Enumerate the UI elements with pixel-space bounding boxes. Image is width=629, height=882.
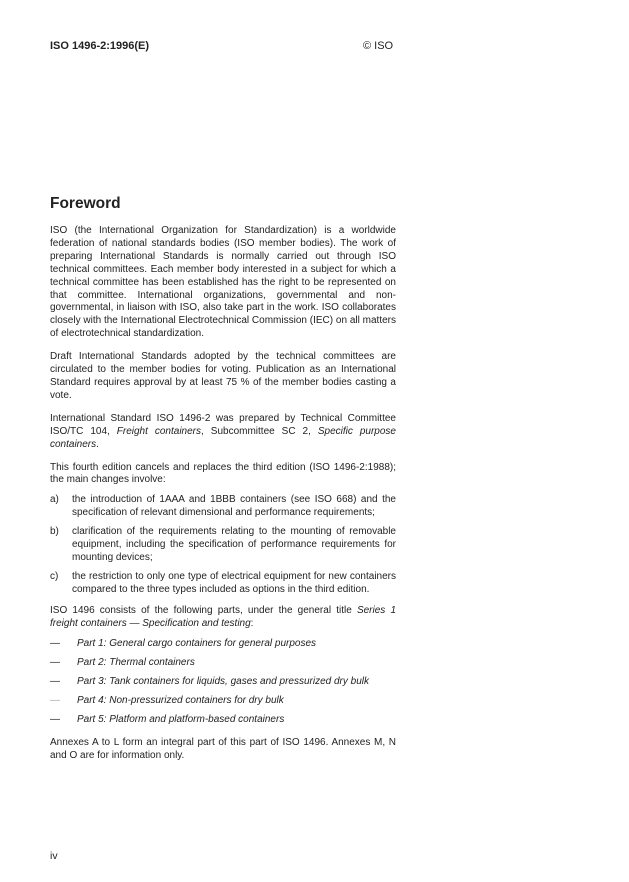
paragraph-parts-intro [50, 605, 396, 631]
prep-committee-title: Freight containers [116, 425, 202, 437]
list-item [50, 657, 396, 670]
list-item-text: clarification of the requirements relating to the mounting of removable equipment, including the specification of performance requirements for mounting devices; [72, 526, 396, 563]
page-number: iv [50, 850, 58, 862]
list-item [50, 638, 396, 651]
list-item [50, 695, 396, 708]
dash-bullet: — [50, 638, 60, 650]
dash-bullet: — [50, 695, 60, 707]
list-item [50, 676, 396, 689]
part-title: Part 1: General cargo containers for general purposes [77, 638, 317, 650]
list-item-text: the restriction to only one type of electrical equipment for new containers compared to the three types included as options in the third edition. [72, 570, 396, 595]
parts-list [50, 638, 396, 727]
foreword-body [50, 225, 396, 773]
dash-bullet: — [50, 714, 60, 726]
dash-bullet: — [50, 676, 60, 688]
list-item [50, 494, 396, 520]
prep-subcommittee-title: Specific purpose containers [50, 425, 396, 450]
list-item-label: b) [50, 526, 59, 538]
paragraph-draft-standards: Draft International Standards adopted by the technical committees are circulated to the member bodies for voting. Publication as an International Standard requires approval by at least 75 % of the member bodies casting a vote. [50, 351, 396, 401]
parts-intro-text: ISO 1496 consists of the following parts, under the general title [50, 604, 357, 616]
dash-bullet: — [50, 657, 60, 669]
part-title: Part 4: Non-pressurized containers for dry bulk [77, 695, 284, 707]
series-title: Series 1 freight containers — Specification and testing [50, 604, 397, 629]
paragraph-iso-intro: ISO (the International Organization for Standardization) is a worldwide federation of national standards bodies (ISO member bodies). The work of preparing International Standards is normally carried out through ISO technical committees. Each member body interested in a subject for which a technical committee has been established has the right to be represented on that committee. International organizations, governmental and non-governmental, in liaison with ISO, also take part in the work. ISO collaborates closely with the International Electrotechnical Commission (IEC) on all matters of electrotechnical standardization. [50, 225, 396, 340]
paragraph-preparation [50, 413, 396, 452]
part-title: Part 5: Platform and platform-based containers [77, 714, 285, 726]
list-item-label: c) [50, 570, 59, 582]
paragraph-edition: This fourth edition cancels and replaces the third edition (ISO 1496-2:1988); the main changes involve: [50, 461, 396, 486]
list-item [50, 571, 396, 597]
parts-intro-end: : [250, 617, 254, 629]
list-item-label: a) [50, 494, 59, 506]
list-item [50, 526, 396, 565]
part-title: Part 2: Thermal containers [77, 657, 195, 669]
page-title: Foreword [50, 195, 121, 212]
copyright-notice: © ISO [363, 40, 394, 52]
prep-text-1: International Standard ISO 1496-2 was prepared by Technical Committee ISO/TC 104, [50, 412, 396, 437]
list-item-text: the introduction of 1AAA and 1BBB containers (see ISO 668) and the specification of relevant dimensional and performance requirements; [72, 494, 396, 519]
document-id: ISO 1496-2:1996(E) [50, 40, 150, 52]
changes-list [50, 494, 396, 596]
prep-text-3: . [96, 438, 99, 450]
part-title: Part 3: Tank containers for liquids, gases and pressurized dry bulk [77, 676, 370, 688]
prep-text-2: , Subcommittee SC 2, [201, 425, 318, 437]
list-item [50, 714, 396, 727]
paragraph-annexes: Annexes A to L form an integral part of this part of ISO 1496. Annexes M, N and O are for information only. [50, 737, 396, 761]
